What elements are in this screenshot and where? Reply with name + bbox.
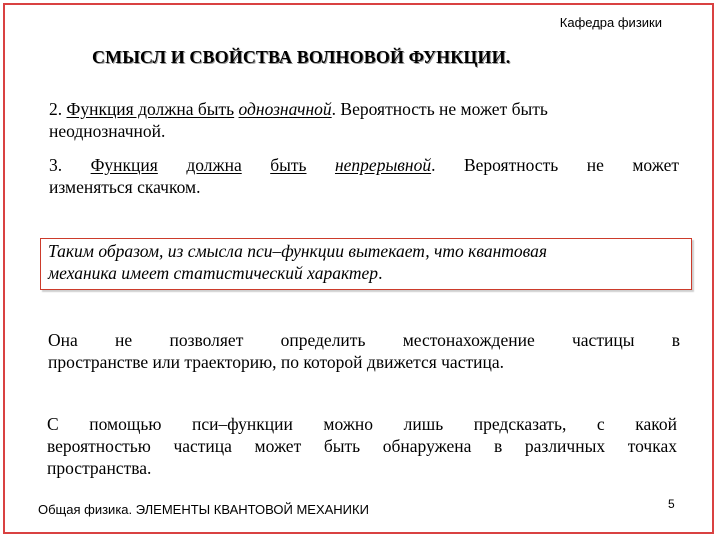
prediction-line3: пространства. xyxy=(47,458,152,478)
position-paragraph xyxy=(48,329,680,373)
property-3-word-probability: Вероятность xyxy=(463,155,559,175)
property-3-period: . xyxy=(431,155,436,175)
conclusion-line2: механика имеет статистический характер xyxy=(48,263,379,283)
prediction-paragraph xyxy=(47,413,677,479)
property-3-term: непрерывной xyxy=(334,155,432,175)
department-label: Кафедра физики xyxy=(559,15,662,30)
page-number: 5 xyxy=(668,497,675,511)
slide-title: СМЫСЛ И СВОЙСТВА ВОЛНОВОЙ ФУНКЦИИ. xyxy=(92,47,511,67)
prediction-line1: С помощью пси–функции можно лишь предсказать, с какой xyxy=(47,414,677,434)
position-line2: пространстве или траекторию, по которой движется частица. xyxy=(48,352,504,372)
property-3-number: 3. xyxy=(49,155,63,175)
property-3-word-not: не xyxy=(586,155,604,175)
property-2-term: однозначной xyxy=(238,99,332,119)
property-3-line2: изменяться скачком. xyxy=(49,177,201,197)
conclusion-box xyxy=(40,238,692,290)
property-3-paragraph xyxy=(49,154,679,198)
property-2-number: 2. xyxy=(49,99,63,119)
property-3-word-be: быть xyxy=(270,155,307,175)
conclusion-period: . xyxy=(378,263,383,283)
prediction-line2: вероятностью частица может быть обнаружена в различных точках xyxy=(47,436,677,456)
property-3-word-function: Функция xyxy=(90,155,158,175)
property-3-word-can: может xyxy=(632,155,679,175)
property-3-word-must: должна xyxy=(186,155,242,175)
property-2-paragraph xyxy=(49,98,689,142)
footer-course-title: Общая физика. ЭЛЕМЕНТЫ КВАНТОВОЙ МЕХАНИКИ xyxy=(38,502,369,517)
property-2-underlined-text: Функция должна быть xyxy=(66,99,235,119)
conclusion-line1: Таким образом, из смысла пси–функции вытекает, что квантовая xyxy=(48,241,548,261)
property-2-line2: неоднозначной. xyxy=(49,121,166,141)
position-line1: Она не позволяет определить местонахождение частицы в xyxy=(48,330,680,350)
property-2-text: . Вероятность не может быть xyxy=(331,99,548,119)
